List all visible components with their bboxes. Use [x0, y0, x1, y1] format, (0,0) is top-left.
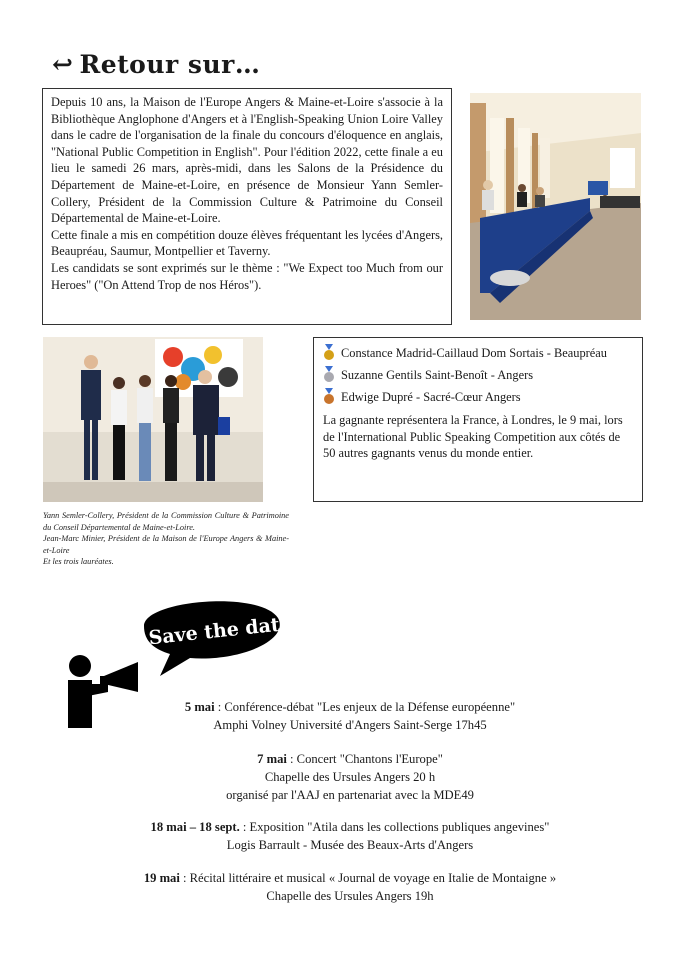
event-title: : Conférence-débat "Les enjeux de la Défense européenne" [214, 700, 516, 714]
silver-medal-icon [323, 366, 335, 383]
gold-medal-icon [323, 344, 335, 361]
caption-line: Jean-Marc Minier, Président de la Maison de l'Europe Angers & Maine-et-Loire [43, 534, 289, 555]
event-detail: Logis Barrault - Musée des Beaux-Arts d'Angers [226, 838, 474, 852]
speech-bubble [144, 601, 318, 676]
event-title: : Concert "Chantons l'Europe" [286, 752, 443, 766]
event-date: 19 mai [143, 871, 180, 885]
event-date: 7 mai [257, 752, 287, 766]
photo-caption [43, 510, 289, 568]
event-item [90, 750, 610, 804]
save-the-dates-text: Save the dates ! [147, 609, 319, 650]
winner-text: Suzanne Gentils Saint-Benoît - Angers [341, 368, 534, 382]
intro-text-box [42, 88, 452, 325]
winner-gold [323, 344, 633, 362]
intro-paragraph: Les candidats se sont exprimés sur le thème : "We Expect too Much from our Heroes" ("On Attend Trop de nos Héros"). [51, 260, 443, 292]
intro-paragraph: Cette finale a mis en compétition douze élèves fréquentant les lycées d'Angers, Beaupréau, Saumur, Montpellier et Taverny. [51, 227, 443, 259]
laureates-group-photo [43, 337, 263, 502]
event-date: 18 mai – 18 sept. [150, 820, 240, 834]
bronze-medal-icon [323, 388, 335, 405]
caption-line: Yann Semler-Collery, Président de la Commission Culture & Patrimoine du Conseil Départemental de Maine-et-Loire. [43, 511, 289, 532]
winner-text: Constance Madrid-Caillaud Dom Sortais - Beaupréau [341, 346, 607, 360]
winner-silver [323, 366, 633, 384]
winner-bronze [323, 388, 633, 406]
page-title-text: Retour sur… [79, 50, 261, 79]
event-item [90, 698, 610, 734]
event-title: : Exposition "Atila dans les collections publiques angevines" [239, 820, 550, 834]
intro-paragraph: Depuis 10 ans, la Maison de l'Europe Angers & Maine-et-Loire s'associe à la Bibliothèque Anglophone d'Angers et à l'English-Speaking Union Loire Valley dans le cadre de l'organisation de la finale du concours d'éloquence en anglais, "National Public Competition in English". Pour l'édition 2022, cette finale a eu lieu le samedi 26 mars, après-midi, dans les Salons de la Présidence du Département de Maine-et-Loire, en présence de Monsieur Yann Semler-Collery, Président de la Commission Culture & Patrimoine du Conseil Départemental de Maine-et-Loire. [51, 95, 443, 226]
laureates-illustration [43, 337, 263, 502]
winners-box [313, 337, 643, 502]
conference-hall-illustration [470, 93, 641, 320]
event-detail: Chapelle des Ursules Angers 20 h [264, 770, 436, 784]
event-detail: Amphi Volney Université d'Angers Saint-Serge 17h45 [213, 718, 487, 732]
event-item [90, 818, 610, 854]
event-item [90, 869, 610, 905]
event-detail: organisé par l'AAJ en partenariat avec la MDE49 [226, 788, 474, 802]
caption-line: Et les trois lauréates. [43, 557, 114, 566]
event-title: : Récital littéraire et musical « Journal de voyage en Italie de Montaigne » [179, 871, 557, 885]
return-arrow-icon: ↩ [52, 50, 74, 79]
conference-hall-photo [470, 93, 641, 320]
page-title [52, 50, 260, 79]
winner-text: Edwige Dupré - Sacré-Cœur Angers [341, 390, 521, 404]
winners-note: La gagnante représentera la France, à Londres, le 9 mai, lors de l'International Public Speaking Competition aux côtés de 50 autres gagnants venus du monde entier. [323, 413, 623, 461]
event-detail: Chapelle des Ursules Angers 19h [266, 889, 434, 903]
event-date: 5 mai [184, 700, 215, 714]
